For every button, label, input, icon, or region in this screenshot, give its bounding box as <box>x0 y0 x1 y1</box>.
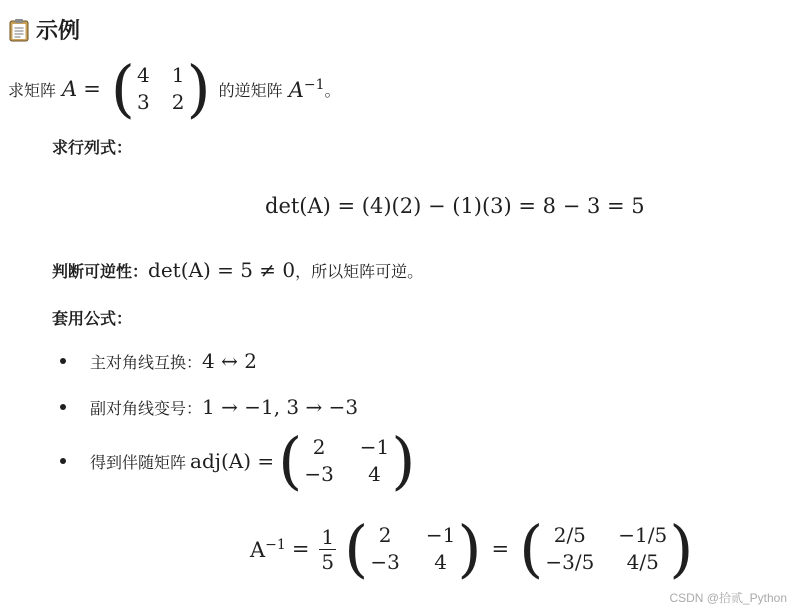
step1-heading: 求行列式： <box>52 138 133 157</box>
fraction-numerator: 1 <box>321 524 335 549</box>
inverse-var: $A^{-1}$ <box>288 76 325 102</box>
right-paren: ) <box>391 424 416 497</box>
left-paren: ( <box>110 52 135 125</box>
bullet-dot <box>60 358 66 364</box>
equals-sign: = <box>291 537 310 561</box>
title-text: 示例 <box>36 19 81 44</box>
matrix-cell: 4 <box>368 462 381 486</box>
problem-statement <box>8 52 341 125</box>
step3-heading: 套用公式： <box>52 309 133 328</box>
left-paren: ( <box>519 512 544 585</box>
right-paren: ) <box>457 512 482 585</box>
section-title <box>8 14 80 45</box>
matrix-cell: 2 <box>312 435 326 459</box>
step2-text: ，所以矩阵可逆。 <box>295 261 424 281</box>
watermark: CSDN @拾贰_Python <box>669 591 787 605</box>
bullet-text: 得到伴随矩阵 <box>90 452 187 472</box>
equals-sign: = <box>491 537 510 561</box>
matrix-cell: −3 <box>304 462 334 486</box>
nonzero-formula: det(A) = 5 ≠ 0 <box>148 258 296 282</box>
problem-mid: 的逆矩阵 <box>218 80 283 100</box>
matrix-cell: 4 <box>434 550 447 574</box>
step2-heading: 判断可逆性： <box>52 261 149 281</box>
clipboard-icon <box>8 18 30 42</box>
matrix-cell: 2/5 <box>553 523 586 547</box>
matrix-cell: 3 <box>137 90 150 114</box>
inverse-lhs: $A^{-1}$ <box>250 536 286 562</box>
matrix-cell: −1/5 <box>618 523 668 547</box>
invertibility-line <box>52 258 423 282</box>
bullet-text: 主对角线互换： <box>90 352 203 372</box>
bullet-dot <box>60 404 66 410</box>
matrix-a <box>110 52 211 125</box>
adj-matrix-final <box>344 512 482 585</box>
matrix-cell: 2 <box>378 523 392 547</box>
fraction-denominator: 5 <box>321 549 335 574</box>
bullet-dot <box>60 458 66 464</box>
matrix-cell: −3 <box>370 550 400 574</box>
problem-prefix: 求矩阵 <box>8 80 57 100</box>
bullet-math: 1 → −1, 3 → −3 <box>202 395 359 419</box>
bullet-math: 4 ↔ 2 <box>202 349 257 373</box>
equals-sign: = <box>83 77 101 101</box>
bullet-text: 副对角线变号： <box>90 398 203 418</box>
matrix-cell: 4 <box>137 63 150 87</box>
left-paren: ( <box>278 424 303 497</box>
matrix-cell: 1 <box>171 63 185 87</box>
problem-suffix: 。 <box>324 80 341 100</box>
left-paren: ( <box>344 512 369 585</box>
list-item <box>60 395 358 419</box>
matrix-cell: −3/5 <box>545 550 595 574</box>
matrix-cell: 2 <box>171 90 185 114</box>
matrix-cell: −1 <box>359 435 390 459</box>
adj-matrix <box>278 424 416 497</box>
matrix-cell: 4/5 <box>626 550 659 574</box>
list-item <box>60 424 419 497</box>
matrix-cell: −1 <box>425 523 456 547</box>
determinant-formula: det(A) = (4)(2) − (1)(3) = 8 − 3 = 5 <box>265 194 645 218</box>
inverse-matrix-result <box>519 512 694 585</box>
right-paren: ) <box>186 52 211 125</box>
bullet-math: adj(A) = <box>190 449 275 473</box>
final-formula <box>250 512 697 585</box>
list-item <box>60 349 257 373</box>
fraction <box>319 525 336 574</box>
right-paren: ) <box>669 512 694 585</box>
matrix-var: A <box>62 77 78 101</box>
